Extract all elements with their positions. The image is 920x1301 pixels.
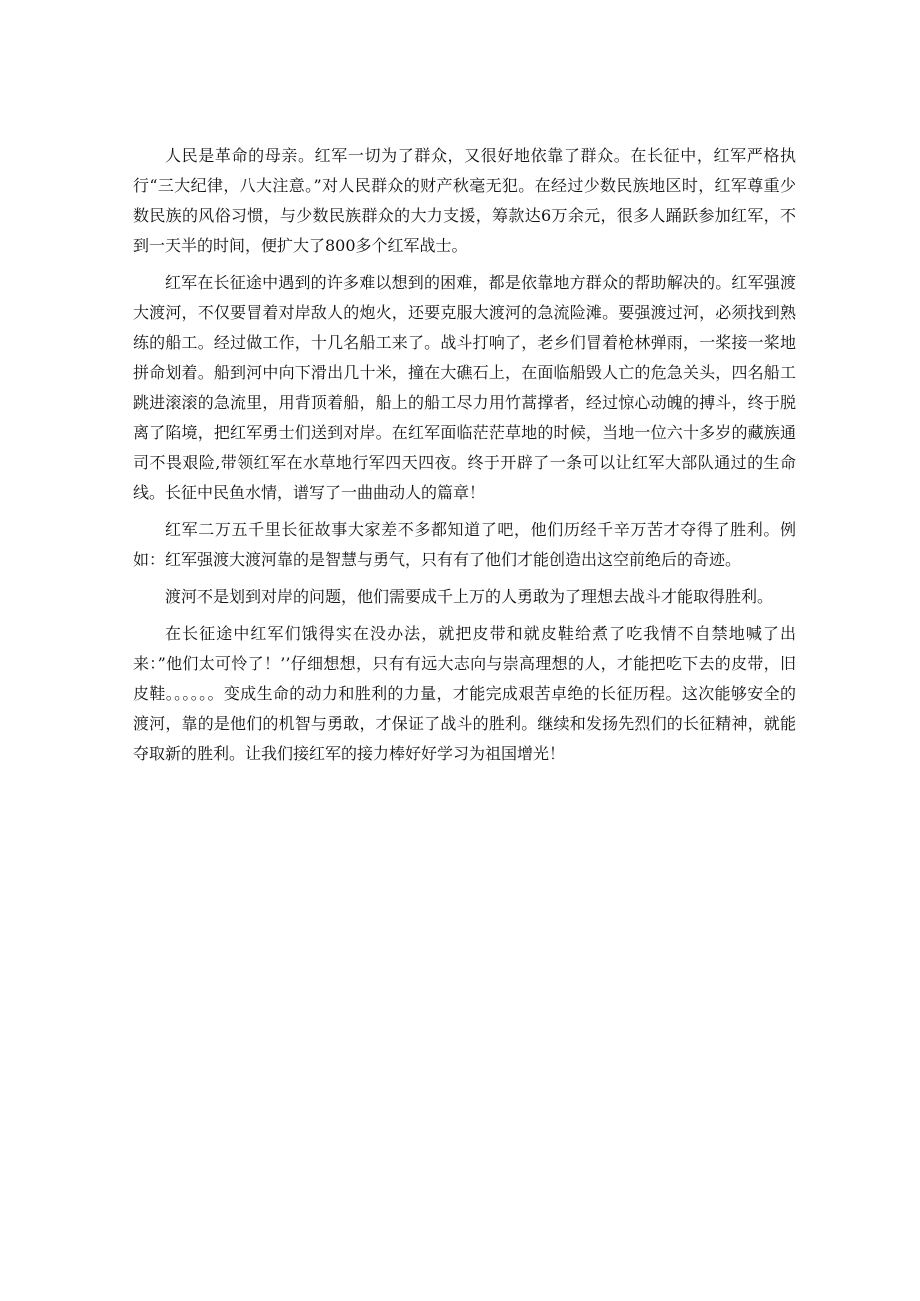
document-body [133, 141, 796, 776]
paragraph-5: 在长征途中红军们饿得实在没办法，就把皮带和就皮鞋给煮了吃我情不自禁地喊了出来：”他们太可怜了！’’仔细想想，只有有远大志向与崇高理想的人，才能把吃下去的皮带，旧皮鞋。。。。。。变成生命的动力和胜利的力量，才能完成艰苦卓绝的长征历程。这次能够安全的渡河，靠的是他们的机智与勇敢，才保证了战斗的胜利。继续和发扬先烈们的长征精神，就能夺取新的胜利。让我们接红军的接力棒好好学习为祖国增光！ [133, 624, 796, 763]
paragraph-2: 红军在长征途中遇到的许多难以想到的困难，都是依靠地方群众的帮助解决的。红军强渡大渡河，不仅要冒着对岸敌人的炮火，还要克服大渡河的急流险滩。要强渡过河，必须找到熟练的船工。经过做工作，十几名船工来了。战斗打响了，老乡们冒着枪林弹雨，一桨接一桨地拼命划着。船到河中向下滑出几十米，撞在大礁石上，在面临船毁人亡的危急关头，四名船工跳进滚滚的急流里，用背顶着船，船上的船工尽力用竹蒿撑者，经过惊心动魄的搏斗，终于脱离了陷境，把红军勇士们送到对岸。在红军面临茫茫草地的时候，当地一位六十多岁的藏族通司不畏艰险,带领红军在水草地行军四天四夜。终于开辟了一条可以让红军大部队通过的生命线。长征中民鱼水情，谱写了一曲曲动人的篇章！ [133, 273, 796, 502]
paragraph-4: 渡河不是划到对岸的问题，他们需要成千上万的人勇敢为了理想去战斗才能取得胜利。 [165, 587, 774, 606]
paragraph-3: 红军二万五千里长征故事大家差不多都知道了吧，他们历经千辛万苦才夺得了胜利。例如：红军强渡大渡河靠的是智慧与勇气，只有有了他们才能创造出这空前绝后的奇迹。 [133, 520, 796, 569]
paragraph-1: 人民是革命的母亲。红军一切为了群众，又很好地依靠了群众。在长征中，红军严格执行“三大纪律，八大注意。”对人民群众的财产秋毫无犯。在经过少数民族地区时，红军尊重少数民族的风俗习惯，与少数民族群众的大力支援，筹款达6万余元，很多人踊跃参加红军，不到一天半的时间，便扩大了800多个红军战士。 [133, 146, 796, 255]
